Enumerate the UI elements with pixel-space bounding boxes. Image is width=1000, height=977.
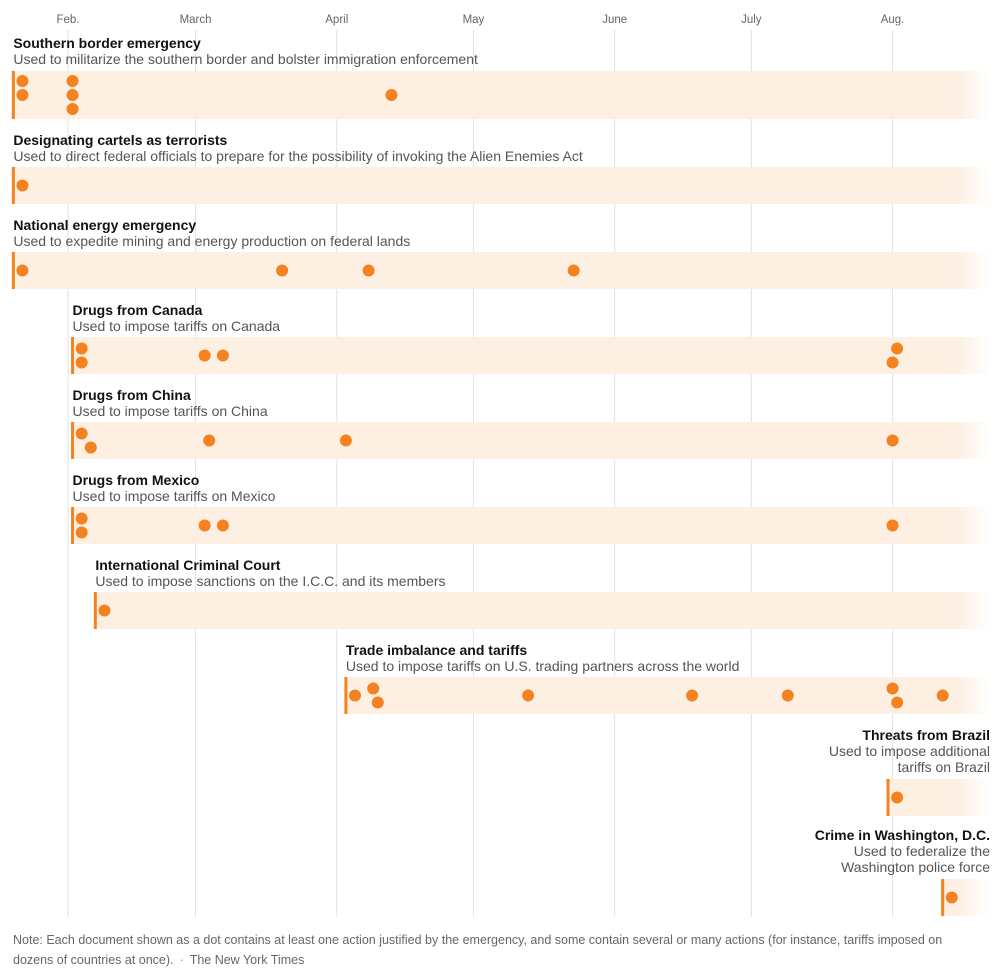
start-marker [12,252,15,289]
document-dot [16,75,28,87]
note-text: Note: Each document shown as a dot contains at least one action justified by the emergency, and some contain several or many actions (for instance, tariffs imposed on dozens of countries at once). [13,933,943,967]
document-dot [16,89,28,101]
emergency-description: tariffs on Brazil [897,759,990,775]
emergency-row [829,727,990,816]
document-dot [67,89,79,101]
emergency-description: Used to impose additional [828,743,990,759]
band-fade [958,422,990,459]
document-dot [76,428,88,440]
emergency-title: Designating cartels as terrorists [13,132,228,148]
emergency-title: International Criminal Court [95,557,281,573]
document-dot [67,75,79,87]
month-label: April [325,14,349,26]
document-dot [76,343,88,355]
document-dot [16,265,28,277]
timeline-band [13,252,990,289]
band-fade [958,252,990,289]
emergency-description: Used to impose tariffs on Mexico [72,488,276,504]
document-dot [686,690,698,702]
document-dot [340,435,352,447]
start-marker [94,592,97,629]
emergency-row [815,827,990,916]
emergency-title: Drugs from Mexico [72,472,200,488]
emergency-description: Used to impose tariffs on China [72,403,268,419]
emergency-rows [12,35,990,916]
document-dot [16,180,28,192]
emergency-description: Used to impose tariffs on Canada [72,318,281,334]
band-fade [958,592,990,629]
emergency-title: Southern border emergency [13,35,201,51]
month-label: Aug. [880,14,905,26]
month-label: May [462,14,485,26]
start-marker [12,167,15,204]
emergency-row [71,472,990,544]
band-fade [958,337,990,374]
start-marker [71,422,74,459]
document-dot [372,697,384,709]
document-dot [76,357,88,369]
timeline-band [13,71,990,119]
document-dot [946,892,958,904]
document-dot [937,690,949,702]
document-dot [522,690,534,702]
emergency-title: Drugs from Canada [72,302,203,318]
emergency-title: Drugs from China [72,387,191,403]
emergency-title: Trade imbalance and tariffs [345,642,528,658]
document-dot [76,527,88,539]
emergency-title: Crime in Washington, D.C. [814,827,990,843]
band-fade [958,879,990,916]
document-dot [887,435,899,447]
document-dot [887,683,899,695]
source-credit: The New York Times [189,953,305,967]
emergency-row [71,302,990,374]
emergency-title: National energy emergency [13,217,197,233]
timeline-band [95,592,990,629]
chart-note [13,930,973,970]
start-marker [71,337,74,374]
emergency-row [12,35,990,119]
timeline-band [13,167,990,204]
emergency-row [94,557,990,629]
document-dot [385,89,397,101]
emergency-row [344,642,990,714]
document-dot [203,435,215,447]
document-dot [76,513,88,525]
emergency-description: Used to expedite mining and energy production on federal lands [13,233,411,249]
emergency-description: Used to militarize the southern border and bolster immigration enforcement [13,51,478,67]
month-label: March [179,14,212,26]
month-axis [56,14,904,26]
document-dot [568,265,580,277]
document-dot [349,690,361,702]
emergency-description: Used to direct federal officials to prepare for the possibility of invoking the Alien Enemies Act [13,148,583,164]
band-fade [958,779,990,816]
note-separator: · [179,953,184,967]
timeline-band [346,677,990,714]
document-dot [891,697,903,709]
emergency-description: Used to impose tariffs on U.S. trading partners across the world [345,658,740,674]
start-marker [71,507,74,544]
band-fade [958,167,990,204]
document-dot [217,350,229,362]
band-fade [958,507,990,544]
emergency-description: Used to federalize the [853,843,990,859]
document-dot [891,792,903,804]
document-dot [887,520,899,532]
month-label: June [602,14,628,26]
document-dot [85,442,97,454]
emergency-row [71,387,990,459]
document-dot [782,690,794,702]
band-fade [958,71,990,119]
start-marker [887,779,890,816]
start-marker [941,879,944,916]
document-dot [891,343,903,355]
month-label: July [741,14,762,26]
document-dot [98,605,110,617]
document-dot [887,357,899,369]
emergency-row [12,217,990,289]
document-dot [217,520,229,532]
emergency-title: Threats from Brazil [862,727,990,743]
emergency-description: Washington police force [841,859,990,875]
band-fade [958,677,990,714]
document-dot [363,265,375,277]
document-dot [199,520,211,532]
document-dot [367,683,379,695]
start-marker [12,71,15,119]
document-dot [199,350,211,362]
document-dot [276,265,288,277]
start-marker [344,677,347,714]
document-dot [67,103,79,115]
month-label: Feb. [56,14,80,26]
emergency-description: Used to impose sanctions on the I.C.C. and its members [95,573,446,589]
emergency-row [12,132,990,204]
